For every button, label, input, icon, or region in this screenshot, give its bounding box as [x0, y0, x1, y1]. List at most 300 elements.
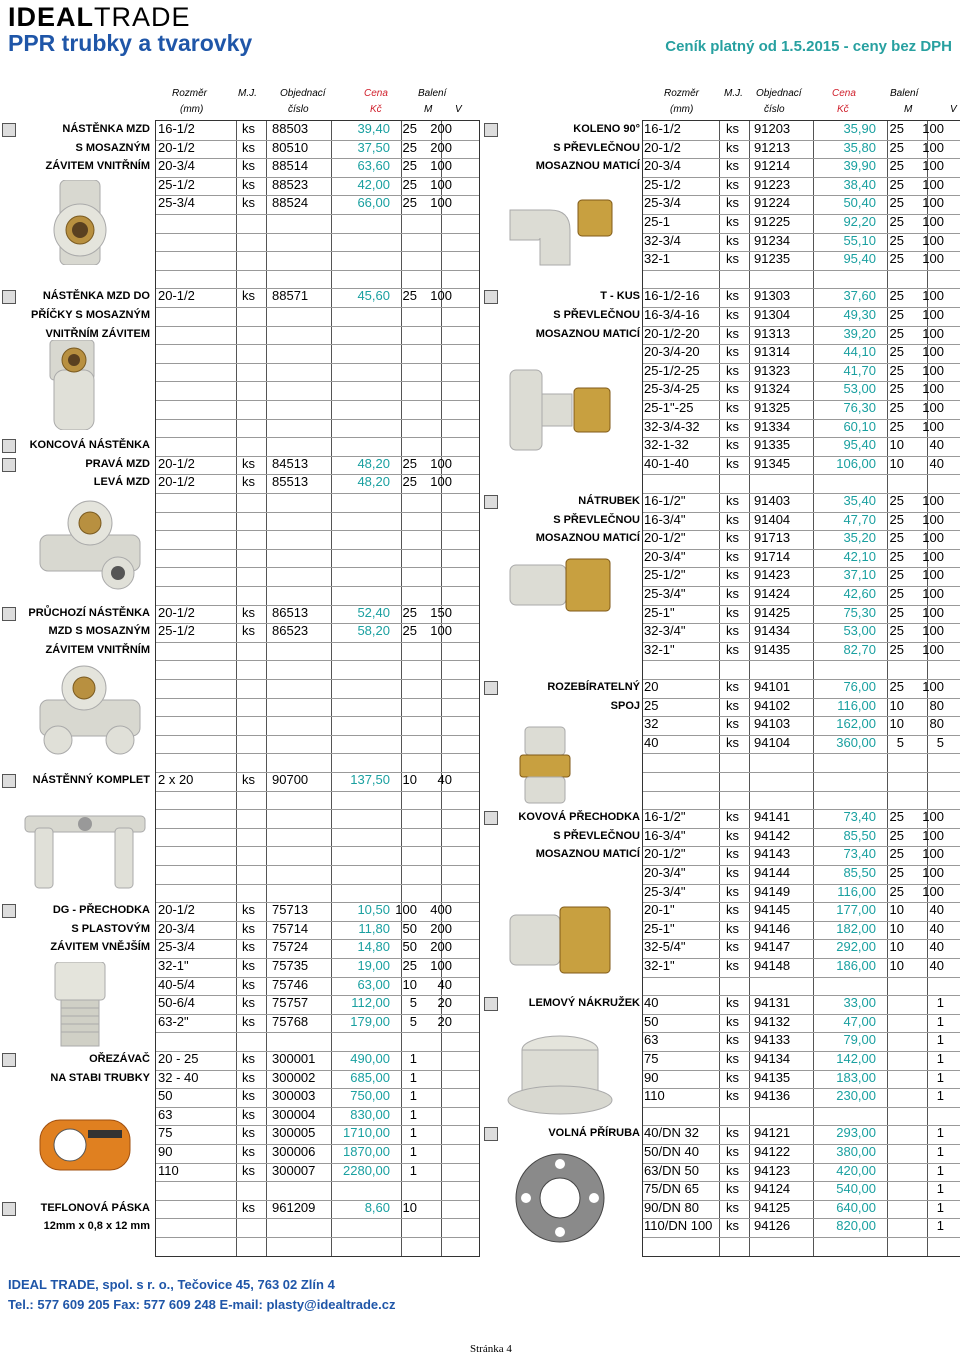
- row-order-code: 300006: [272, 1144, 316, 1159]
- col-pack-m: M: [904, 104, 913, 115]
- grid-row-line: [643, 679, 960, 680]
- row-order-code: 88524: [272, 195, 309, 211]
- row-pack-m: 25: [889, 865, 904, 880]
- row-pack-m: 25: [889, 139, 904, 155]
- row-unit: ks: [242, 772, 255, 787]
- page-title: PPR trubky a tvarovky: [8, 30, 253, 56]
- order-checkbox[interactable]: [484, 290, 498, 304]
- grid-row-line: [643, 586, 960, 587]
- grid-row-line: [643, 716, 960, 717]
- order-checkbox[interactable]: [484, 1127, 498, 1141]
- row-unit: ks: [242, 623, 255, 639]
- col-unit: M.J.: [238, 88, 257, 99]
- row-order-code: 84513: [272, 455, 309, 471]
- row-order-code: 91335: [754, 437, 791, 453]
- row-price: 35,80: [843, 139, 876, 155]
- row-unit: ks: [726, 400, 739, 415]
- row-order-code: 94125: [754, 1199, 791, 1215]
- row-pack-m: 25: [889, 400, 904, 415]
- row-unit: ks: [726, 288, 739, 304]
- row-pack-m: 1: [409, 1069, 417, 1085]
- wall-kit-image: [15, 808, 155, 898]
- row-pack-v: 40: [929, 902, 944, 918]
- row-pack-m: 1: [409, 1106, 417, 1122]
- row-price: 162,00: [836, 716, 876, 732]
- row-order-code: 94143: [754, 846, 791, 862]
- row-price: 380,00: [836, 1144, 876, 1159]
- row-order-code: 300001: [272, 1051, 316, 1066]
- order-checkbox[interactable]: [484, 997, 498, 1011]
- order-checkbox[interactable]: [2, 290, 16, 304]
- row-size: 25-3/4: [158, 939, 195, 955]
- row-size: 20-1/2": [644, 846, 686, 862]
- row-pack-m: 25: [402, 958, 417, 973]
- row-unit: ks: [726, 418, 739, 434]
- row-order-code: 94121: [754, 1125, 791, 1141]
- row-pack-v: 40: [437, 976, 452, 992]
- row-unit: ks: [726, 232, 739, 248]
- row-price: 35,40: [843, 493, 876, 508]
- row-order-code: 94102: [754, 697, 791, 713]
- row-pack-v: 200: [430, 920, 452, 936]
- row-size: 25-1/2: [644, 176, 681, 192]
- row-size: 25-3/4": [644, 586, 686, 601]
- grid-column-line: [236, 121, 237, 1256]
- row-unit: ks: [726, 455, 739, 471]
- product-name: KOLENO 90°: [573, 123, 640, 135]
- row-pack-m: 25: [402, 176, 417, 192]
- row-pack-v: 5: [936, 734, 944, 750]
- grid-row-line: [643, 177, 960, 178]
- grid-row-line: [156, 251, 479, 252]
- grid-row-line: [643, 270, 960, 271]
- row-size: 16-3/4": [644, 827, 686, 843]
- row-price: 292,00: [836, 939, 876, 955]
- row-price: 50,40: [843, 195, 876, 211]
- col-pack: Balení: [418, 88, 447, 99]
- row-price: 112,00: [351, 995, 390, 1011]
- row-size: 20-1/2: [644, 139, 681, 155]
- col-size-unit: (mm): [670, 104, 694, 115]
- row-size: 20-3/4: [644, 158, 681, 174]
- row-size: 16-1/2: [158, 121, 195, 136]
- grid-row-line: [156, 1181, 479, 1182]
- row-order-code: 94136: [754, 1088, 791, 1104]
- row-size: 20-1/2": [644, 530, 686, 546]
- row-price: 1870,00: [343, 1144, 390, 1159]
- row-size: 20-3/4": [644, 548, 686, 564]
- row-unit: ks: [726, 586, 739, 601]
- row-order-code: 300003: [272, 1088, 316, 1104]
- row-unit: ks: [726, 641, 739, 657]
- row-unit: ks: [726, 195, 739, 211]
- product-name: LEVÁ MZD: [93, 476, 150, 489]
- row-order-code: 300007: [272, 1162, 316, 1178]
- row-pack-m: 10: [889, 958, 904, 973]
- product-name: S PLASTOVÝM: [71, 922, 150, 935]
- col-pack-v: V: [950, 104, 957, 115]
- row-order-code: 91345: [754, 455, 791, 471]
- row-unit: ks: [726, 1069, 739, 1085]
- row-pack-v: 40: [929, 939, 944, 955]
- grid-row-line: [156, 363, 479, 364]
- row-unit: ks: [242, 195, 255, 211]
- wall-elbow-image: [40, 180, 120, 265]
- row-unit: ks: [726, 158, 739, 174]
- grid-row-line: [643, 512, 960, 513]
- row-pack-m: 5: [409, 995, 417, 1011]
- row-price: 37,10: [843, 567, 876, 583]
- row-pack-m: 25: [889, 307, 904, 322]
- grid-row-line: [643, 158, 960, 159]
- row-pack-v: 1: [936, 1218, 944, 1234]
- row-pack-v: 1: [936, 1199, 944, 1215]
- row-size: 32 - 40: [158, 1069, 199, 1085]
- row-size: 20-1/2: [158, 139, 195, 155]
- row-price: 66,00: [357, 195, 390, 211]
- row-pack-m: 25: [889, 548, 904, 564]
- row-order-code: 91213: [754, 139, 791, 155]
- row-price: 11,80: [358, 920, 390, 936]
- row-pack-m: 1: [409, 1051, 417, 1066]
- grid-row-line: [643, 846, 960, 847]
- row-price: 1710,00: [343, 1125, 390, 1141]
- row-order-code: 91303: [754, 288, 791, 304]
- grid-row-line: [643, 1014, 960, 1015]
- row-size: 25-1": [644, 920, 675, 936]
- grid-row-line: [643, 605, 960, 606]
- row-order-code: 94133: [754, 1032, 791, 1048]
- row-pack-m: 1: [409, 1162, 417, 1178]
- grid-row-line: [156, 1125, 479, 1126]
- row-price: 63,60: [357, 158, 390, 174]
- row-order-code: 91323: [754, 362, 791, 378]
- col-size: Rozměr: [172, 88, 208, 99]
- grid-row-line: [643, 660, 960, 661]
- col-order-sub: číslo: [288, 104, 309, 115]
- row-price: 39,20: [843, 325, 876, 341]
- row-pack-m: 25: [889, 288, 904, 304]
- row-pack-m: 25: [889, 251, 904, 267]
- row-price: 116,00: [837, 697, 876, 713]
- row-pack-v: 1: [936, 1013, 944, 1029]
- grid-row-line: [643, 456, 960, 457]
- row-price: 41,70: [843, 362, 876, 378]
- row-pack-v: 150: [430, 604, 452, 620]
- product-name: ZÁVITEM VNĚJŠÍM: [50, 941, 150, 954]
- order-checkbox[interactable]: [2, 774, 16, 788]
- row-price: 2280,00: [343, 1162, 390, 1178]
- row-pack-v: 100: [430, 288, 452, 304]
- row-unit: ks: [726, 362, 739, 378]
- grid-row-line: [643, 530, 960, 531]
- column-headers-left: [0, 88, 480, 116]
- row-pack-v: 100: [922, 121, 944, 136]
- row-pack-v: 100: [922, 288, 944, 304]
- row-pack-v: 1: [936, 1162, 944, 1178]
- grid-row-line: [156, 233, 479, 234]
- grid-row-line: [156, 809, 479, 810]
- row-size: 90/DN 80: [644, 1199, 699, 1215]
- grid-row-line: [156, 381, 479, 382]
- row-unit: ks: [242, 604, 255, 620]
- row-unit: ks: [242, 976, 255, 992]
- row-order-code: 94147: [754, 939, 791, 955]
- row-unit: ks: [242, 920, 255, 936]
- col-price: Cena: [364, 88, 388, 99]
- grid-row-line: [156, 679, 479, 680]
- grid-row-line: [643, 214, 960, 215]
- grid-row-line: [643, 623, 960, 624]
- row-order-code: 94141: [754, 809, 791, 825]
- row-order-code: 80510: [272, 139, 309, 155]
- row-price: 73,40: [843, 809, 876, 825]
- row-size: 40/DN 32: [644, 1125, 699, 1141]
- row-pack-m: 25: [889, 511, 904, 527]
- col-price: Cena: [832, 88, 856, 99]
- row-order-code: 75757: [272, 995, 309, 1011]
- order-checkbox[interactable]: [484, 123, 498, 137]
- row-size: 20-3/4": [644, 865, 686, 880]
- row-size: 32-1": [644, 641, 675, 657]
- row-size: 40-5/4: [158, 976, 195, 992]
- grid-row-line: [643, 567, 960, 568]
- row-pack-m: 25: [889, 195, 904, 211]
- order-checkbox[interactable]: [2, 607, 16, 621]
- row-pack-v: 1: [936, 1125, 944, 1141]
- row-unit: ks: [726, 548, 739, 564]
- row-unit: ks: [726, 920, 739, 936]
- row-order-code: 75735: [272, 958, 309, 973]
- row-size: 110: [158, 1162, 179, 1178]
- row-price: 490,00: [350, 1051, 390, 1066]
- grid-row-line: [156, 270, 479, 271]
- grid-row-line: [156, 307, 479, 308]
- row-pack-m: 10: [402, 772, 417, 787]
- order-checkbox[interactable]: [2, 439, 16, 453]
- row-order-code: 94135: [754, 1069, 791, 1085]
- order-checkbox[interactable]: [484, 495, 498, 509]
- row-size: 63-2": [158, 1013, 189, 1029]
- row-pack-v: 100: [922, 604, 944, 620]
- product-name: MOSAZNOU MATICÍ: [535, 532, 640, 545]
- row-pack-v: 40: [929, 958, 944, 973]
- row-order-code: 91224: [754, 195, 791, 211]
- grid-row-line: [643, 884, 960, 885]
- order-checkbox[interactable]: [2, 123, 16, 137]
- row-price: 820,00: [836, 1218, 876, 1234]
- coupling-image: [500, 545, 620, 625]
- row-pack-v: 100: [922, 362, 944, 378]
- row-order-code: 88503: [272, 121, 309, 136]
- row-unit: ks: [242, 902, 255, 918]
- row-pack-v: 400: [430, 902, 452, 918]
- grid-row-line: [156, 400, 479, 401]
- company-logo: IDEALTRADE: [8, 2, 191, 32]
- row-pack-v: 100: [922, 511, 944, 527]
- row-unit: ks: [726, 567, 739, 583]
- row-size: 16-1/2": [644, 493, 686, 508]
- row-pack-m: 25: [402, 623, 417, 639]
- row-pack-v: 40: [929, 455, 944, 471]
- grid-row-line: [643, 772, 960, 773]
- row-price: 182,00: [836, 920, 876, 936]
- grid-row-line: [156, 698, 479, 699]
- row-unit: ks: [726, 1162, 739, 1178]
- grid-row-line: [156, 1070, 479, 1071]
- product-name: KOVOVÁ PŘECHODKA: [518, 811, 640, 824]
- row-pack-v: 100: [922, 195, 944, 211]
- row-size: 25-3/4": [644, 883, 686, 899]
- row-pack-v: 200: [430, 121, 452, 136]
- row-size: 32-1-32: [644, 437, 689, 453]
- row-pack-m: 10: [402, 1199, 417, 1215]
- row-pack-m: 25: [889, 418, 904, 434]
- row-pack-v: 1: [936, 1032, 944, 1048]
- row-order-code: 91423: [754, 567, 791, 583]
- grid-row-line: [643, 1107, 960, 1108]
- col-pack-v: V: [455, 104, 462, 115]
- row-price: 63,00: [357, 976, 390, 992]
- row-pack-v: 40: [929, 920, 944, 936]
- grid-row-line: [643, 698, 960, 699]
- row-unit: ks: [726, 1125, 739, 1141]
- grid-row-line: [156, 1144, 479, 1145]
- grid-row-line: [156, 567, 479, 568]
- row-price: 47,00: [843, 1013, 876, 1029]
- grid-row-line: [643, 642, 960, 643]
- grid-column-line: [331, 121, 332, 1256]
- row-unit: ks: [242, 1199, 255, 1215]
- row-order-code: 91313: [754, 325, 791, 341]
- row-size: 25-1: [644, 214, 671, 229]
- row-order-code: 86523: [272, 623, 309, 639]
- row-unit: ks: [242, 958, 255, 973]
- row-size: 20-1/2: [158, 474, 195, 490]
- grid-row-line: [643, 474, 960, 475]
- row-order-code: 91435: [754, 641, 791, 657]
- row-pack-m: 10: [889, 920, 904, 936]
- row-unit: ks: [242, 995, 255, 1011]
- row-pack-v: 100: [922, 493, 944, 508]
- row-size: 50: [644, 1013, 659, 1029]
- row-order-code: 88514: [272, 158, 309, 174]
- row-size: 32-3/4": [644, 623, 686, 639]
- row-size: 20 - 25: [158, 1051, 199, 1066]
- col-size: Rozměr: [664, 88, 700, 99]
- row-pack-v: 100: [922, 344, 944, 360]
- row-price: 750,00: [350, 1088, 390, 1104]
- grid-row-line: [643, 233, 960, 234]
- row-size: 16-3/4": [644, 511, 686, 527]
- loose-flange-image: [505, 1150, 615, 1245]
- row-price: 137,50: [350, 772, 390, 787]
- row-pack-m: 25: [889, 121, 904, 136]
- row-order-code: 94134: [754, 1051, 791, 1066]
- row-size: 50: [158, 1088, 173, 1104]
- order-checkbox[interactable]: [484, 681, 498, 695]
- row-unit: ks: [726, 623, 739, 639]
- order-checkbox[interactable]: [484, 811, 498, 825]
- row-order-code: 91225: [754, 214, 791, 229]
- row-size: 20: [644, 679, 659, 694]
- col-price-sub: Kč: [370, 104, 382, 115]
- row-order-code: 90700: [272, 772, 309, 787]
- row-pack-v: 100: [430, 158, 452, 174]
- grid-row-line: [643, 753, 960, 754]
- grid-row-line: [156, 1200, 479, 1201]
- row-size: 110/DN 100: [644, 1218, 713, 1234]
- row-order-code: 91203: [754, 121, 791, 136]
- order-checkbox[interactable]: [2, 458, 16, 472]
- row-size: 2 x 20: [158, 772, 194, 787]
- row-order-code: 91425: [754, 604, 791, 620]
- row-pack-m: 25: [402, 121, 417, 136]
- row-pack-m: 25: [402, 158, 417, 174]
- row-pack-m: 25: [889, 604, 904, 620]
- grid-row-line: [643, 1070, 960, 1071]
- row-price: 106,00: [836, 455, 876, 471]
- row-order-code: 94145: [754, 902, 791, 918]
- grid-row-line: [643, 902, 960, 903]
- row-unit: ks: [726, 121, 739, 136]
- grid-row-line: [643, 1088, 960, 1089]
- row-pack-m: 25: [402, 195, 417, 211]
- row-size: 63/DN 50: [644, 1162, 699, 1178]
- row-order-code: 300005: [272, 1125, 316, 1141]
- row-order-code: 94132: [754, 1013, 791, 1029]
- row-unit: ks: [726, 437, 739, 453]
- row-size: 20-1": [644, 902, 675, 918]
- row-unit: ks: [726, 251, 739, 267]
- row-pack-m: 25: [402, 474, 417, 490]
- row-price: 53,00: [843, 381, 876, 397]
- row-size: 16-1/2-16: [644, 288, 700, 304]
- row-price: 38,40: [843, 176, 876, 192]
- row-order-code: 91223: [754, 176, 791, 192]
- row-price: 39,90: [843, 158, 876, 174]
- grid-row-line: [156, 586, 479, 587]
- row-pack-m: 10: [889, 902, 904, 918]
- row-pack-m: 25: [889, 214, 904, 229]
- order-checkbox[interactable]: [2, 1053, 16, 1067]
- row-pack-v: 80: [929, 716, 944, 732]
- product-name: DG - PŘECHODKA: [52, 904, 150, 917]
- row-unit: ks: [726, 697, 739, 713]
- grid-row-line: [156, 419, 479, 420]
- row-unit: ks: [726, 679, 739, 694]
- row-size: 20-1/2: [158, 288, 195, 304]
- row-pack-m: 100: [395, 902, 417, 918]
- row-size: 63: [644, 1032, 659, 1048]
- grid-row-line: [156, 1051, 479, 1052]
- order-checkbox[interactable]: [2, 904, 16, 918]
- row-price: 85,50: [843, 865, 876, 880]
- row-unit: ks: [726, 1013, 739, 1029]
- row-pack-m: 25: [889, 493, 904, 508]
- row-price: 45,60: [357, 288, 390, 304]
- product-name: ZÁVITEM VNITŘNÍM: [45, 160, 150, 173]
- row-order-code: 91314: [754, 344, 791, 360]
- row-order-code: 94149: [754, 883, 791, 899]
- row-size: 20-3/4: [158, 920, 195, 936]
- row-pack-v: 1: [936, 1144, 944, 1159]
- row-price: 360,00: [836, 734, 876, 750]
- row-unit: ks: [242, 1144, 255, 1159]
- order-checkbox[interactable]: [2, 1202, 16, 1216]
- row-price: 58,20: [357, 623, 390, 639]
- row-unit: ks: [242, 121, 255, 136]
